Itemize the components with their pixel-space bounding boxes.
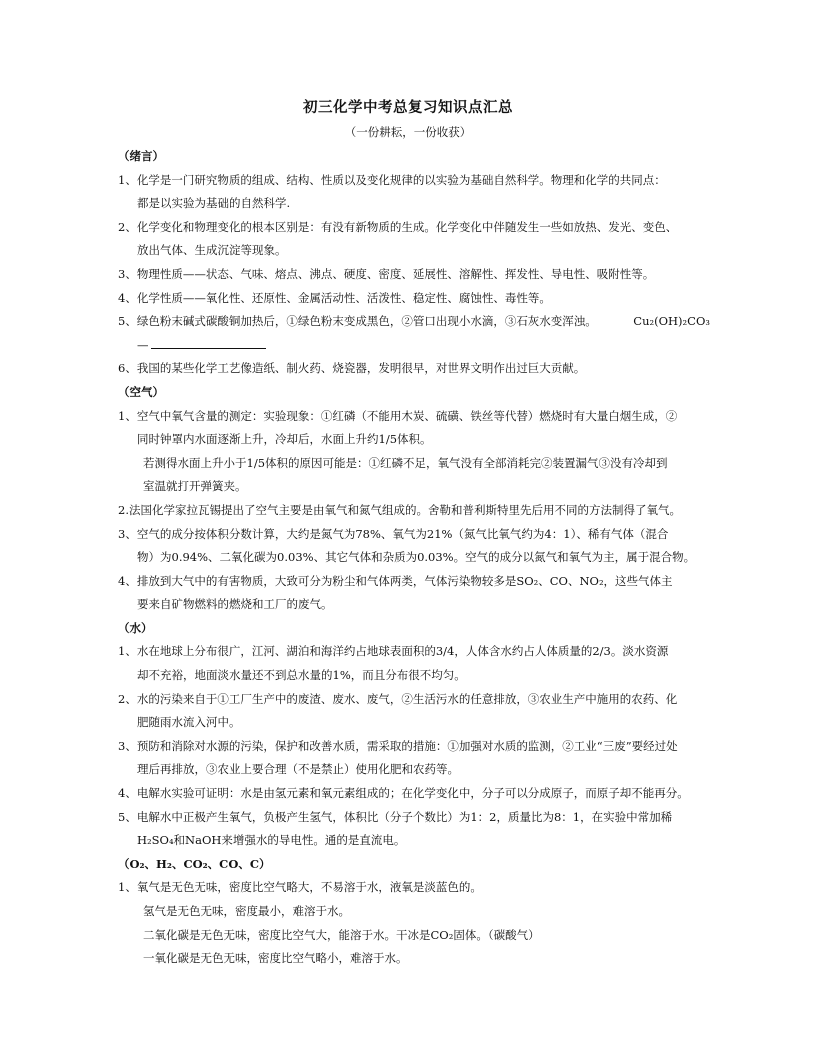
text-line xyxy=(118,546,718,570)
text-line xyxy=(118,900,718,924)
text-line xyxy=(118,924,718,948)
line-text: 二氧化碳是无色无味，密度比空气大，能溶于水。干冰是CO₂固体。（碳酸气） xyxy=(143,927,540,942)
page-title: 初三化学中考总复习知识点汇总 xyxy=(303,99,513,116)
line-text: 3、物理性质——状态、气味、熔点、沸点、硬度、密度、延展性、溶解性、挥发性、导电性、吸附性等。 xyxy=(118,266,655,281)
text-line xyxy=(118,310,718,334)
line-text: 却不充裕，地面淡水量还不到总水量的1%，而且分布很不均匀。 xyxy=(137,668,466,683)
line-text: 1、氧气是无色无味，密度比空气略大，不易溶于水，液氧是淡蓝色的。 xyxy=(118,880,482,895)
line-text: 若测得水面上升小于1/5体积的原因可能是：①红磷不足，氧气没有全部消耗完②装置漏气③没有冷却到 xyxy=(143,455,668,470)
blank-line xyxy=(151,339,266,349)
formula-text: Cu₂(OH)₂CO₃ xyxy=(633,314,710,329)
line-text: 室温就打开弹簧夹。 xyxy=(143,479,247,494)
line-text: 物）为0.94%、二氧化碳为0.03%、其它气体和杂质为0.03%。空气的成分以氮气和氧气为主，属于混合物。 xyxy=(137,550,696,565)
line-text: 2、化学变化和物理变化的根本区别是：有没有新物质的生成。化学变化中伴随发生一些如放热、发光、变色、 xyxy=(118,219,678,234)
line-text: 2、水的污染来自于①工厂生产中的废渣、废水、废气，②生活污水的任意排放，③农业生产中施用的农药、化 xyxy=(118,691,678,706)
text-line xyxy=(118,499,718,523)
section-heading xyxy=(118,853,718,877)
text-line xyxy=(118,876,718,900)
line-text: 1、水在地球上分布很广，江河、湖泊和海洋约占地球表面积的3/4，人体含水约占人体质量的2/3。淡水资源 xyxy=(118,644,669,659)
text-line xyxy=(118,735,718,759)
line-text: 一氧化碳是无色无味，密度比空气略小，难溶于水。 xyxy=(143,951,408,966)
line-text: （绪言） xyxy=(118,149,164,163)
document-body xyxy=(118,145,718,971)
text-line xyxy=(118,664,718,688)
line-text: 1、化学是一门研究物质的组成、结构、性质以及变化规律的以实验为基础自然科学。物理和化学的共同点： xyxy=(118,172,666,187)
line-text: 氢气是无色无味，密度最小，难溶于水。 xyxy=(143,904,350,918)
line-text: 理后再排放，③农业上要合理（不是禁止）使用化肥和农药等。 xyxy=(137,762,459,777)
line-text: H₂SO₄和NaOH来增强水的导电性。通的是直流电。 xyxy=(137,833,406,848)
text-line xyxy=(118,947,718,971)
text-line xyxy=(118,475,718,499)
section-heading xyxy=(118,145,718,169)
line-text: 1、空气中氧气含量的测定：实验现象：①红磷（不能用木炭、硫磺、铁丝等代替）燃烧时有大量白烟生成，② xyxy=(118,408,678,423)
text-line xyxy=(118,570,718,594)
text-line xyxy=(118,216,718,240)
text-line xyxy=(118,192,718,216)
page-subtitle: （一份耕耘，一份收获） xyxy=(344,125,472,139)
line-text: — xyxy=(137,337,149,352)
text-line xyxy=(118,806,718,830)
line-text: 放出气体、生成沉淀等现象。 xyxy=(137,243,287,258)
line-text: 5、电解水中正极产生氧气，负极产生氢气，体积比（分子个数比）为1：2，质量比为8：1，在实验中常加稀 xyxy=(118,809,673,824)
text-line xyxy=(118,405,718,429)
line-text: （空气） xyxy=(118,384,164,399)
text-line xyxy=(118,452,718,476)
text-line xyxy=(118,357,718,381)
line-text: 2.法国化学家拉瓦锡提出了空气主要是由氧气和氮气组成的。舍勒和普利斯特里先后用不同的方法制得了氧气。 xyxy=(118,502,681,517)
text-line xyxy=(118,688,718,712)
text-line xyxy=(118,428,718,452)
line-text: 4、电解水实验可证明：水是由氢元素和氧元素组成的；在化学变化中，分子可以分成原子，而原子却不能再分。 xyxy=(118,786,689,801)
text-line xyxy=(118,263,718,287)
text-line xyxy=(118,829,718,853)
section-heading xyxy=(118,381,718,405)
line-text: （O₂、H₂、CO₂、CO、C） xyxy=(118,856,271,871)
line-text: 4、排放到大气中的有害物质，大致可分为粉尘和气体两类，气体污染物较多是SO₂、CO、NO₂，这些气体主 xyxy=(118,573,673,588)
text-line xyxy=(118,287,718,311)
text-line xyxy=(118,523,718,547)
text-line xyxy=(118,782,718,806)
line-text: 同时钟罩内水面逐渐上升，冷却后，水面上升约1/5体积。 xyxy=(137,432,432,447)
text-line xyxy=(118,640,718,664)
line-text: 3、预防和消除对水源的污染，保护和改善水质，需采取的措施：①加强对水质的监测，②工业“三废”要经过处 xyxy=(118,738,678,753)
line-text: 5、绿色粉末碱式碳酸铜加热后，①绿色粉末变成黑色，②管口出现小水滴，③石灰水变浑浊。 xyxy=(118,314,597,329)
text-line xyxy=(118,239,718,263)
line-text: 3、空气的成分按体积分数计算，大约是氮气为78%、氧气为21%（氮气比氧气约为4：1）、稀有气体（混合 xyxy=(118,526,669,541)
text-line xyxy=(118,593,718,617)
text-line xyxy=(118,169,718,193)
line-text: 6、我国的某些化学工艺像造纸、制火药、烧瓷器，发明很早，对世界文明作出过巨大贡献。 xyxy=(118,361,586,376)
line-text: 肥随雨水流入河中。 xyxy=(137,715,241,730)
line-text: 要来自矿物燃料的燃烧和工厂的废气。 xyxy=(137,597,333,612)
line-text: 都是以实验为基础的自然科学. xyxy=(137,196,291,211)
line-text: （水） xyxy=(118,620,153,635)
section-heading xyxy=(118,617,718,641)
text-line xyxy=(118,758,718,782)
text-line xyxy=(118,711,718,735)
text-line xyxy=(118,334,718,358)
line-text: 4、化学性质——氧化性、还原性、金属活动性、活泼性、稳定性、腐蚀性、毒性等。 xyxy=(118,290,551,305)
